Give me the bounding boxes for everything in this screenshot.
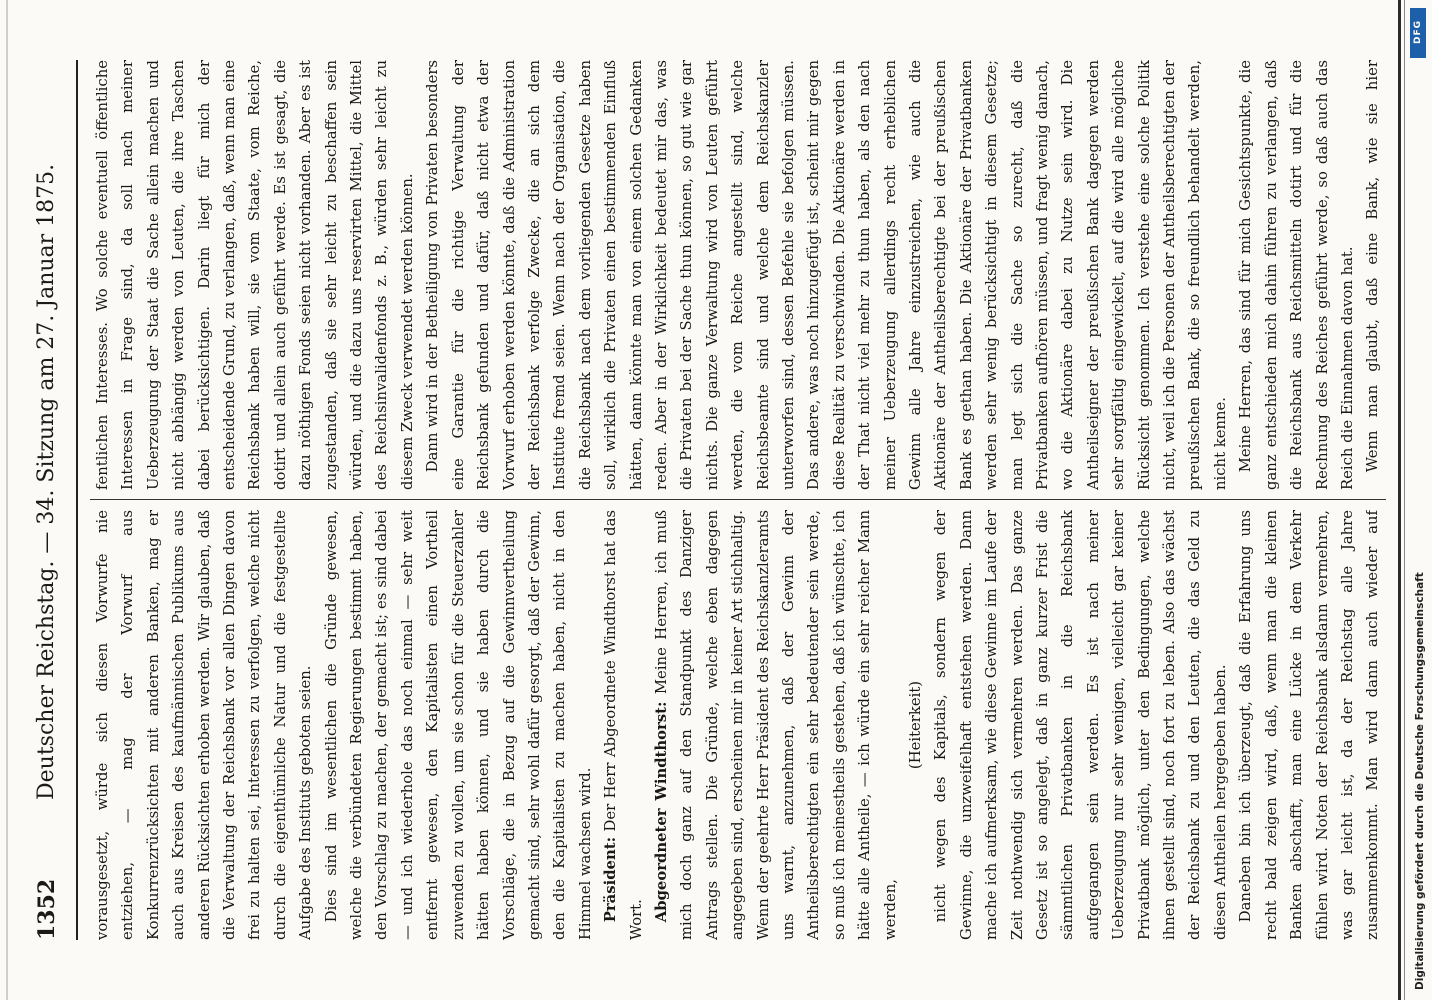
right-paragraph-3: Meine Herren, das sind für mich Gesichtspunkte, die ganz entschieden mich dahin führen zu verlangen, daß die Reichsbank aus Reichsmitteln dotirt und für die Rechnung des Reiches geführt werde, so daß auch das Reich die Einnahmen davon hat.: [1237, 60, 1356, 490]
scan-left-edge: [6, 0, 8, 1000]
right-paragraph-2: Dann wird in der Betheiligung von Privaten besonders eine Garantie für die richtige Verwaltung der Reichsbank gefunden und dafür, daß nicht etwa der Vorwurf erhoben werden könnte, daß die Administration der Reichsbank verfolge Zwecke, die an sich dem Institute fremd seien. Wenn nach der Organisation, die die Reichsbank nach dem vorliegenden Gesetze haben soll, wirklich die Privaten einen bestimmenden Einfluß hätten, dann könnte man von einem solchen Gedanken reden. Aber in der Wirklichkeit bedeutet mir das, was die Privaten bei der Sache thun können, so gut wie gar nichts. Die ganze Verwaltung wird von Leuten geführt werden, die vom Reiche angestellt sind, welche Reichsbeamte sind und welche dem Reichskanzler unterworfen sind, dessen Befehle sie befolgen müssen. Das andere, was noch hinzugefügt ist, scheint mir gegen diese Realität zu verschwinden. Die Aktionäre werden in der That nicht viel mehr zu thun haben, als den nach meiner Ueberzeugung allerdings recht erheblichen Gewinn alle Jahre einzustreichen, wie auch die Aktionäre der Antheilsberechtigte bei der preußischen Bank es gethan haben. Die Aktionäre der Privatbanken werden sehr wenig berücksichtigt in diesem Gesetze; man legt sich die Sache so zurecht, daß die Privatbanken aufhören müssen, und fragt wenig danach, wo die Aktionäre dabei zu Nutze sein wird. Die Antheilseigner der preußischen Bank dagegen werden sehr sorgfältig eingewickelt, auf die wird alle mögliche Rücksicht genommen. Ich verstehe eine solche Politik nicht, weil ich die Personen der Antheilsberechtigten der preußischen Bank, die so freundlich behandelt werden, nicht kenne.: [424, 60, 1229, 490]
right-paragraph-1: fentlichen Interesses. Wo solche eventuell öffentliche Interessen in Frage sind, da soll nach meiner Ueberzeugung der Staat die Sache allein machen und nicht abhängig werden von Leuten, die ihre Taschen dabei berücksichtigen. Darin liegt für mich der entscheidende Grund, zu verlangen, daß, wenn man eine Reichsbank haben will, sie vom Staate, vom Reiche, dotirt und allein auch geführt werde. Es ist gesagt, die dazu nöthigen Fonds seien nicht vorhanden. Aber es ist zugestanden, daß sie sehr leicht zu beschaffen sein würden, und die dazu uns reservirten Mittel, die Mittel des Reichsinvalidenfonds z. B., würden sehr leicht zu diesem Zweck verwendet werden können.: [94, 60, 416, 490]
left-paragraph-1: vorausgesetzt, würde sich diesen Vorwurfe nie entziehen, — mag der Vorwurf aus Konkurrenzrücksichten mit anderen Banken, mag er auch aus Kreisen des kaufmännischen Publikums aus anderen Rücksichten erhoben werden. Wir glauben, daß die Verwaltung der Reichsbank vor allen Dingen davon frei zu halten sei, Interessen zu verfolgen, welche nicht durch die eigenthümliche Natur und die festgestellte Aufgabe des Instituts geboten seien.: [94, 510, 315, 940]
laughter-note: (Heiterkeit): [907, 680, 924, 770]
page-title: Deutscher Reichstag. — 34. Sitzung am 27. Januar 1875.: [34, 163, 59, 800]
page-number: 1352: [34, 878, 60, 940]
page-header: [34, 60, 74, 940]
right-column: [90, 60, 1386, 490]
left-paragraph-4: nicht wegen des Kapitals, sondern wegen der Gewinne, die unzweifelhaft entstehen werden. Dann mache ich aufmerksam, wie diese Gewinne im Laufe der Zeit nothwendig sich vermehren werden. Das ganze Gesetz ist so angelegt, daß in ganz kurzer Frist die sämmtlichen Privatbanken in die Reichsbank aufgegangen sein werden. Es ist nach meiner Ueberzeugung nur sehr wenigen, vielleicht gar keiner Privatbank möglich, unter den Bedingungen, welche ihnen gestellt sind, noch fort zu leben. Also das wächst der Reichsbank zu und den Leuten, die das Geld zu diesen Antheilen hergegeben haben.: [932, 510, 1229, 940]
column-divider: [90, 499, 1386, 500]
header-rule: [76, 60, 78, 940]
speaker-label: Präsident:: [602, 836, 620, 923]
dfg-logo-text: DFG: [1413, 19, 1423, 44]
speaker-text: Der Herr Abgeordnete Windthorst hat das Wort.: [602, 510, 645, 940]
left-paragraph-5: Daneben bin ich überzeugt, daß die Erfahrung uns recht bald zeigen wird, daß, wenn man die kleinen Banken abschafft, man eine Lücke in dem Verkehr fühlen wird. Noten der Reichsbank alsdann vermehren, was gar leicht ist, da der Reichstag alle Jahre zusammenkommt. Man wird dann auch wieder auf: [1237, 510, 1382, 940]
left-paragraph-2: Dies sind im wesentlichen die Gründe gewesen, welche die verbündeten Regierungen bestimmt haben, den Vorschlag zu machen, der gemacht ist; es sind dabei — und ich wiederhole das noch einmal — sehr weit entfernt gewesen, den Kapitalisten einen Vortheil zuwenden zu wollen, um sie schon für die Steuerzahler hätten haben können, und sie haben durch die Vorschläge, die in Bezug auf die Gewinnvertheilung gemacht sind, sehr wohl dafür gesorgt, daß der Gewinn, den die Kapitalisten zu machen haben, nicht in den Himmel wachsen wird.: [322, 510, 594, 940]
left-column: [90, 510, 1386, 940]
speaker-paragraph: [598, 510, 649, 940]
speaker2-label: Abgeordneter Windthorst:: [652, 701, 670, 923]
rotated-page: [26, 20, 1406, 980]
scan-binding-edge-thin: [1404, 0, 1405, 1000]
windthorst-paragraph: [649, 510, 903, 940]
windthorst-text: Meine Herren, ich muß mich doch ganz auf den Standpunkt des Danziger Antrags stellen. Die Gründe, welche eben dagegen angegeben sind, erscheinen mir in keiner Art stichhaltig. Wenn der geehrte Herr Präsident des Reichskanzleramts uns warnt, anzunehmen, daß der Gewinn der Antheilsberechtigten ein sehr bedeutender sein werde, so muß ich meinestheils gestehen, daß ich wünschte, ich hätte alle Antheile, — ich würde ein sehr reicher Mann werden,: [652, 510, 899, 940]
scan-binding-edge: [1398, 0, 1401, 1000]
right-paragraph-4: Wenn man glaubt, daß eine Bank, wie sie hier: [1364, 60, 1382, 473]
digitization-notice: Digitalisierung gefördert durch die Deutsche Forschungsgemeinschaft: [1414, 572, 1426, 990]
